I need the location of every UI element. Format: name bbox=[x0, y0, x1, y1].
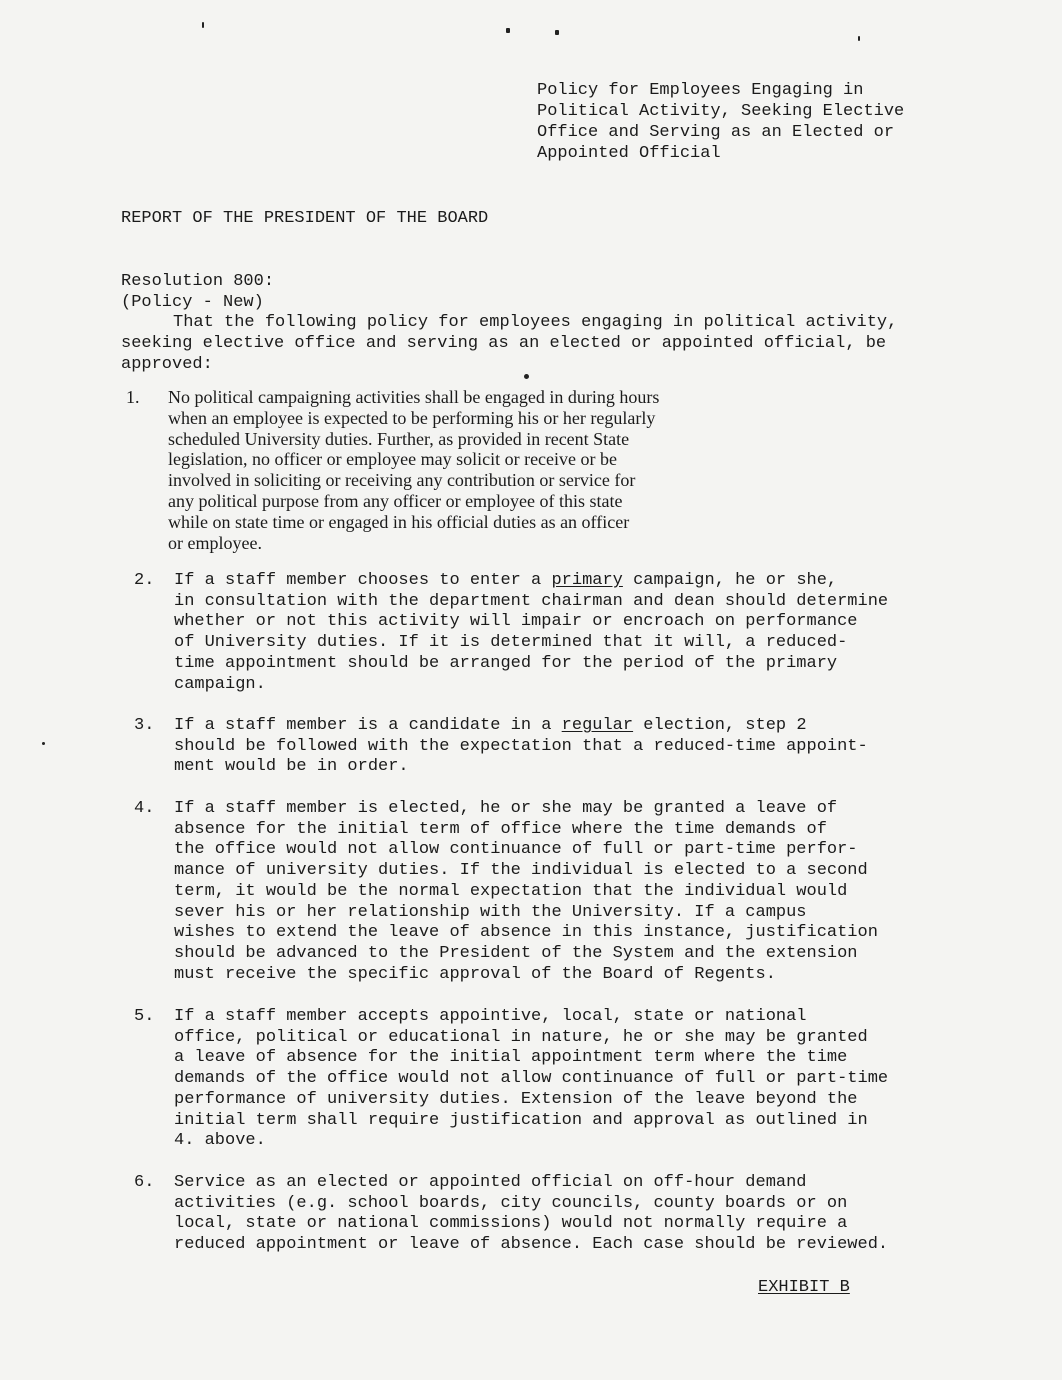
item-line: any political purpose from any officer or employee of this state bbox=[168, 490, 623, 511]
item-text: If a staff member chooses to enter a bbox=[174, 571, 552, 590]
underlined-term: primary bbox=[551, 571, 623, 590]
item-line: performance of university duties. Extension of the leave beyond the bbox=[174, 1089, 858, 1109]
item-body bbox=[174, 1173, 888, 1256]
item-line bbox=[174, 716, 868, 737]
exhibit-label: EXHIBIT B bbox=[758, 1278, 850, 1297]
item-line: wishes to extend the leave of absence in this instance, justification bbox=[174, 923, 878, 943]
document-title bbox=[537, 80, 937, 164]
resolution-label: Resolution 800: bbox=[121, 272, 275, 291]
item-line: office, political or educational in nature, he or she may be granted bbox=[174, 1027, 868, 1047]
item-body bbox=[174, 1007, 888, 1152]
item-text: If a staff member is a candidate in a bbox=[174, 716, 562, 735]
item-number: 2. bbox=[134, 571, 155, 590]
item-line: demands of the office would not allow continuance of full or part-time bbox=[174, 1069, 889, 1089]
scan-speck bbox=[42, 742, 45, 745]
item-number: 6. bbox=[134, 1173, 155, 1192]
item-body bbox=[168, 387, 659, 553]
resolution-type: (Policy - New) bbox=[121, 293, 264, 312]
item-line: initial term shall require justification and approval as outlined in bbox=[174, 1110, 868, 1130]
item-line: while on state time or engaged in his official duties as an officer bbox=[168, 511, 630, 532]
item-number: 4. bbox=[134, 799, 155, 818]
item-number: 3. bbox=[134, 716, 155, 735]
item-line bbox=[174, 571, 888, 592]
item-number: 5. bbox=[134, 1007, 155, 1026]
item-line: campaign. bbox=[174, 674, 266, 694]
item-line: activities (e.g. school boards, city councils, county boards or on bbox=[174, 1193, 848, 1213]
item-number: 1. bbox=[126, 387, 140, 407]
item-line: in consultation with the department chairman and dean should determine bbox=[174, 591, 889, 611]
item-line: legislation, no officer or employee may solicit or receive or be bbox=[168, 449, 618, 470]
item-line: should be advanced to the President of the System and the extension bbox=[174, 943, 858, 963]
item-line: should be followed with the expectation that a reduced-time appoint- bbox=[174, 736, 868, 756]
intro-paragraph bbox=[121, 312, 921, 375]
item-line: mance of university duties. If the individual is elected to a second bbox=[174, 861, 868, 881]
item-line: of University duties. If it is determined that it will, a reduced- bbox=[174, 633, 848, 653]
item-body bbox=[174, 571, 888, 695]
item-line: term, it would be the normal expectation that the individual would bbox=[174, 881, 848, 901]
item-line: If a staff member is elected, he or she may be granted a leave of bbox=[174, 799, 838, 818]
item-line: absence for the initial term of office where the time demands of bbox=[174, 819, 827, 839]
item-line: No political campaigning activities shall be engaged in during hours bbox=[168, 387, 660, 407]
intro-line: seeking elective office and serving as an elected or appointed official, be bbox=[121, 334, 887, 353]
scan-speck bbox=[555, 30, 559, 35]
scan-speck bbox=[202, 22, 204, 28]
item-line: a leave of absence for the initial appointment term where the time bbox=[174, 1048, 848, 1068]
item-line: local, state or national commissions) would not normally require a bbox=[174, 1214, 848, 1234]
underlined-term: regular bbox=[561, 716, 634, 735]
item-line: Service as an elected or appointed official on off-hour demand bbox=[174, 1173, 807, 1192]
item-line: ment would be in order. bbox=[174, 757, 409, 777]
item-line: time appointment should be arranged for the period of the primary bbox=[174, 653, 838, 673]
item-line: whether or not this activity will impair or encroach on performance bbox=[174, 612, 858, 632]
item-line: sever his or her relationship with the University. If a campus bbox=[174, 902, 807, 922]
item-line: reduced appointment or leave of absence. Each case should be reviewed. bbox=[174, 1235, 889, 1255]
item-line: or employee. bbox=[168, 532, 262, 553]
intro-line: That the following policy for employees engaging in political activity, bbox=[173, 313, 898, 332]
item-line: the office would not allow continuance of full or part-time perfor- bbox=[174, 840, 858, 860]
scan-speck bbox=[858, 36, 860, 41]
title-line: Appointed Official bbox=[537, 144, 721, 163]
item-body bbox=[174, 716, 868, 778]
title-line: Office and Serving as an Elected or bbox=[537, 123, 895, 142]
item-body bbox=[174, 799, 878, 985]
title-line: Policy for Employees Engaging in bbox=[537, 81, 864, 100]
item-line: 4. above. bbox=[174, 1131, 266, 1151]
item-line: If a staff member accepts appointive, local, state or national bbox=[174, 1007, 807, 1026]
item-line: when an employee is expected to be performing his or her regularly bbox=[168, 407, 656, 428]
item-text: campaign, he or she, bbox=[622, 571, 838, 590]
item-line: scheduled University duties. Further, as provided in recent State bbox=[168, 428, 630, 449]
intro-line: approved: bbox=[121, 355, 213, 374]
item-text: election, step 2 bbox=[633, 716, 807, 735]
item-line: involved in soliciting or receiving any contribution or service for bbox=[168, 470, 636, 491]
report-heading: REPORT OF THE PRESIDENT OF THE BOARD bbox=[121, 209, 489, 228]
title-line: Political Activity, Seeking Elective bbox=[537, 102, 905, 121]
item-line: must receive the specific approval of the Board of Regents. bbox=[174, 964, 776, 984]
scan-speck bbox=[506, 28, 510, 33]
